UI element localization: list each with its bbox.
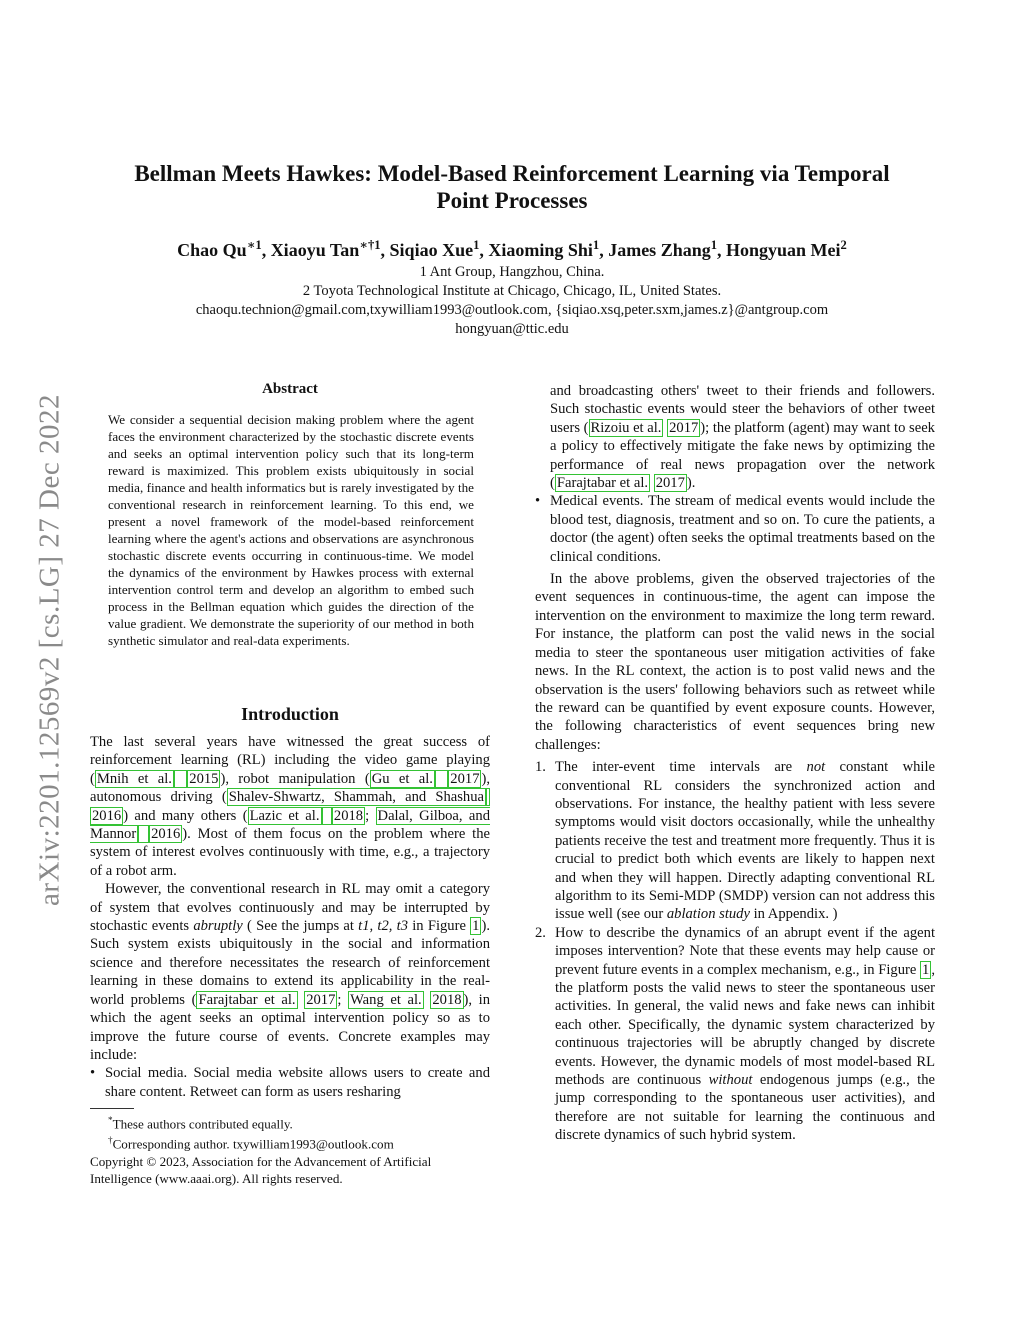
citation-link[interactable]: Dalal, Gilboa, and Mannor 2016 <box>90 807 490 843</box>
abstract-heading: Abstract <box>262 381 318 397</box>
footnote-corresponding-author: †Corresponding author. txywilliam1993@outlook.com <box>108 1135 394 1152</box>
author-emails: chaoqu.technion@gmail.com,txywilliam1993@outlook.com, {siqiao.xsq,peter.sxm,james.z}@antgroup.com <box>195 302 829 318</box>
figure-reference-link[interactable]: 1 <box>472 918 480 935</box>
affiliation-1: 1 Ant Group, Hangzhou, China. <box>419 264 605 280</box>
author-email-2: hongyuan@ttic.edu <box>455 321 569 337</box>
citation-link[interactable]: Gu et al. 2017 <box>371 770 480 787</box>
author: James Zhang$^1$ <box>608 238 718 260</box>
challenge-item-1: 1. The inter-event time intervals are not constant while conventional RL considers the synchronized action and observations. For instance, the healthy patient with less severe symptoms would visit doctors occasionally, while the unhealthy patients receive the test and treatment more frequently. Thus it is crucial to predict both which events are likely to happen next and when they will happen. Directly adapting conventional RL algorithm to its Semi-MDP (SMDP) version can not address this issue well (see our ablation study in Appendix. ) <box>535 759 935 923</box>
affiliations <box>80 263 944 339</box>
citation-link[interactable]: Shalev-Shwartz, Shammah, and Shashua 2016 <box>90 788 490 824</box>
author: Xiaoming Shi$^1$ <box>488 238 600 260</box>
affiliation-2: 2 Toyota Technological Institute at Chicago, Chicago, IL, United States. <box>302 283 722 299</box>
challenge-item-2: 2. How to describe the dynamics of an abrupt event if the agent imposes intervention? Note that these events may help cause or prevent future events in a complex mechanism, e.g., in Figure 1 , the platform posts the valid news to steer the spontaneous user activities. In general, the valid news and fake news can inhibit each other. Specifically, the dynamic system characterized by continuous trajectories will be abruptly changed by discrete events. However, the dynamic models of most model-based RL methods are continuous without endogenous jumps (e.g., the jump corresponding to the spontaneous user activities), and therefore are not suitable for learning the continuous and discrete dynamics of such hybrid system. <box>535 924 935 1144</box>
title-line-1: Bellman Meets Hawkes: Model-Based Reinforcement Learning via Temporal <box>134 161 890 186</box>
intro-paragraph-2: However, the conventional research in RL may omit a category of system that evolves continuously and may be interrupted by stochastic events abruptly ( See the jumps at t1, t2, t3 in Figure 1 ). Such system exists ubiquitously in the social and information science and therefore necessitates the research of reinforcement learning in these domains to extend its applicability in the real-world problems ( Farajtabar et al. 2017 ; Wang et al. 2018 ), in which the agent seeks an optimal intervention policy so as to improve the future course of events. Concrete examples may include: <box>90 881 491 1063</box>
left-column-body <box>90 733 490 1101</box>
citation-link[interactable]: Lazic et al. 2018 <box>249 807 364 824</box>
citation-link[interactable]: Wang et al. 2018 <box>350 991 462 1008</box>
author: Chao $Qu^{∗1}$ <box>177 238 262 260</box>
citation-link[interactable]: Mnih et al. 2015 <box>96 770 219 787</box>
figure-reference-link[interactable]: 1 <box>922 961 930 978</box>
title-line-2: Point Processes <box>436 188 588 213</box>
author-list: Chao $Qu^{∗1}$, Xiaoyu Tan$^{∗\dagger 1}$, Siqiao Xue$^1$, Xiaoming Shi$^1$, James Zhang$^1$, Hongyuan Mei$^2$ <box>177 238 847 260</box>
author: Siqiao Xue$^1$ <box>389 238 480 260</box>
copyright-notice: Copyright © 2023, Association for the Advancement of Artificial Intelligence (www.aaai.org). All rights reserved. <box>90 1153 432 1186</box>
footnote-rule <box>90 1108 134 1109</box>
intro-paragraph-1: The last several years have witnessed the great success of reinforcement learning (RL) including the video game playing ( Mnih et al. 2015 ), robot manipulation ( Gu et al. 2017 ), autonomous driving ( Shalev-Shwartz, Shammah, and Shashua 2016 ) and many others ( Lazic et al. 2018 ; Dalal, Gilboa, and Mannor 2016 ). Most of them focus on the problem where the system of interest evolves continuously with time, e.g., a trajectory of a robot arm. <box>90 734 490 879</box>
footnotes <box>90 1112 490 1187</box>
bullet-social-media-continued: and broadcasting others' tweet to their friends and followers. Such stochastic events would steer the behaviors of other tweet users ( Rizoiu et al. 2017 ); the platform (agent) may want to seek a policy to effectively mitigate the fake news by optimizing the performance of real news propagation over the network ( Farajtabar et al. 2017 ). <box>550 383 935 492</box>
paper-title <box>100 160 924 214</box>
introduction-heading: Introduction <box>241 704 339 724</box>
math-times: t1, t2, t3 <box>358 918 408 935</box>
paragraph-problem-statement: In the above problems, given the observed trajectories of the event sequences in continuous-time, the agent can impose the intervention on the environment to maximize the long term reward. For instance, the platform can post the valid news in the social media to steer the spontaneous user mitigation activities of fake news. In the RL context, the action is to post valid news and the observation is the users' following behaviors such as retweet while the reward can be quantified by event exposure counts. However, the following characteristics of event sequences bring new challenges: <box>535 571 935 753</box>
citation-link[interactable]: Farajtabar et al. 2017 <box>556 475 685 492</box>
arxiv-identifier: arXiv:2201.12569v2 [cs.LG] 27 Dec 2022 <box>33 394 66 906</box>
bullet-medical-events: • Medical events. The stream of medical events would include the blood test, diagnosis, treatment and so on. To cure the patients, a doctor (the agent) often seeks the optimal treatments based on the clinical conditions. <box>535 493 935 565</box>
abstract-text: We consider a sequential decision making problem where the agent faces the environment characterized by the stochastic discrete events and seeks an optimal intervention policy such that its long-term reward is maximized. This problem exists ubiquitously in social media, finance and health informatics but is rarely investigated by the conventional research in reinforcement learning. To this end, we present a novel framework of the model-based reinforcement learning where the agent's actions and observations are asynchronous stochastic discrete events occurring in continuous-time. We model the dynamics of the environment by Hawkes process with external intervention control term and develop an algorithm to embed such process in the Bellman equation which guides the direction of the value gradient. We demonstrate the superiority of our method in both synthetic simulator and real-data experiments. <box>108 412 474 648</box>
author: Hongyuan Mei$^2$ <box>726 238 847 260</box>
citation-link[interactable]: Farajtabar et al. 2017 <box>198 991 336 1008</box>
footnote-equal-contribution: *These authors contributed equally. <box>108 1115 293 1132</box>
citation-link[interactable]: Rizoiu et al. 2017 <box>590 419 699 436</box>
arxiv-sidebar <box>30 350 70 950</box>
author: Xiaoyu Tan$^{∗\dagger 1}$ <box>270 238 381 260</box>
right-column-body <box>535 382 935 1145</box>
bullet-social-media: • Social media. Social media website allows users to create and share content. Retweet can form as users resharing <box>90 1065 490 1100</box>
